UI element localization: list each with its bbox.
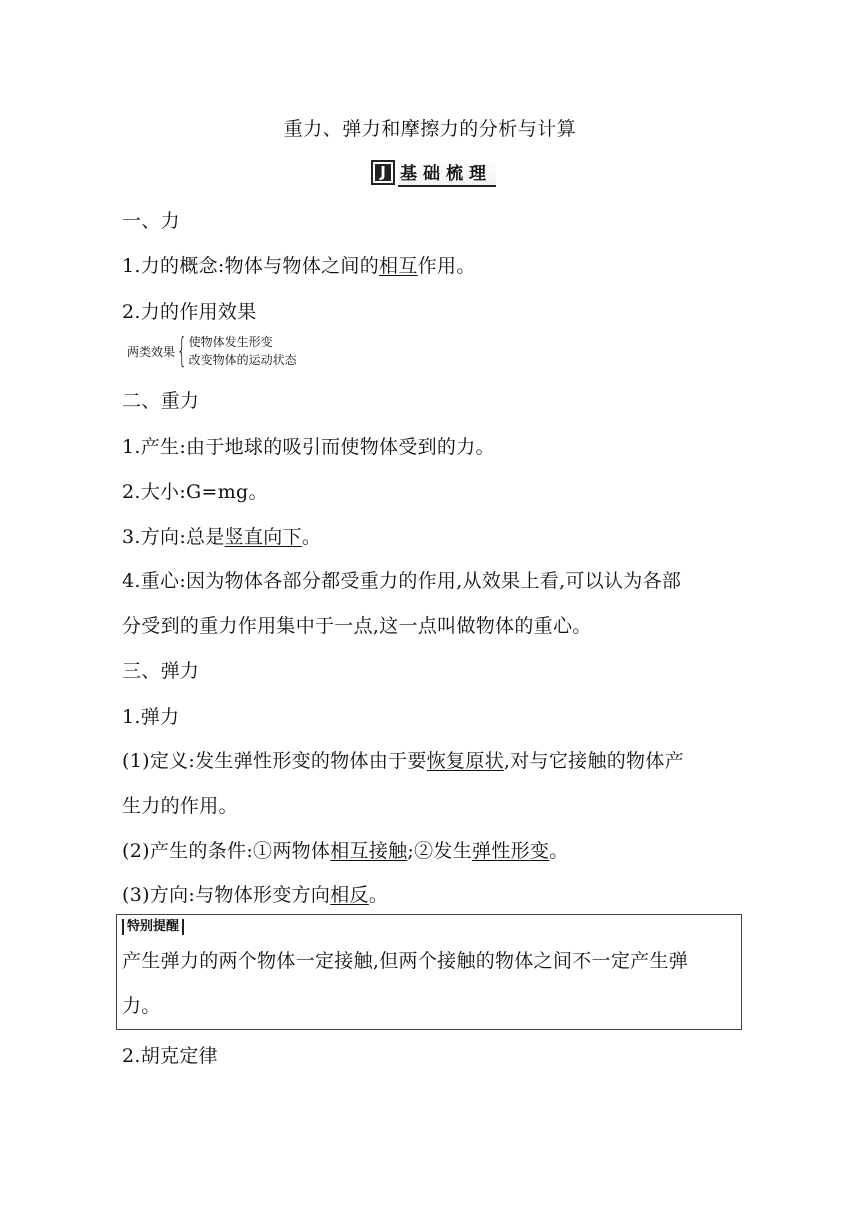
brace-items bbox=[189, 333, 297, 369]
para-center-of-gravity-1: 4.重心:因为物体各部分都受重力的作用,从效果上看,可以认为各部 bbox=[122, 570, 682, 592]
underlined-answer: 恢复原状 bbox=[426, 750, 504, 772]
text-segment: 作用。 bbox=[417, 255, 476, 277]
brace-item: 改变物体的运动状态 bbox=[188, 353, 297, 367]
text-segment: (3)方向:与物体形变方向 bbox=[122, 884, 331, 906]
reminder-text-1: 产生弹力的两个物体一定接触,但两个接触的物体之间不一定产生弹 bbox=[122, 950, 689, 972]
text-segment: 。 bbox=[549, 840, 569, 862]
underlined-answer: 相反 bbox=[330, 884, 369, 906]
text-segment: 。 bbox=[368, 884, 389, 906]
para-force-concept bbox=[122, 251, 476, 278]
text-segment: (1)定义:发生弹性形变的物体由于要 bbox=[122, 750, 427, 772]
para-gravity-direction bbox=[122, 522, 321, 549]
heading-force: 一、力 bbox=[122, 210, 180, 232]
text-segment: 。 bbox=[301, 526, 322, 548]
para-elastic-force: 1.弹力 bbox=[122, 706, 180, 728]
text-segment: 3.方向:总是 bbox=[122, 526, 225, 548]
para-gravity-origin: 1.产生:由于地球的吸引而使物体受到的力。 bbox=[122, 436, 495, 458]
para-gravity-magnitude: 2.大小:G=mg。 bbox=[122, 481, 268, 503]
reminder-title: 特别提醒 bbox=[122, 919, 184, 935]
para-definition-1 bbox=[122, 746, 684, 773]
para-conditions bbox=[122, 836, 569, 863]
underlined-answer: 竖直向下 bbox=[224, 526, 302, 548]
section-badge bbox=[372, 160, 496, 184]
para-center-of-gravity-2: 分受到的重力作用集中于一点,这一点叫做物体的重心。 bbox=[122, 615, 592, 637]
para-direction bbox=[122, 880, 388, 907]
text-segment: (2)产生的条件:①两物体 bbox=[122, 840, 331, 862]
badge-letter-icon: J bbox=[372, 161, 394, 184]
para-hookes-law: 2.胡克定律 bbox=[122, 1045, 218, 1067]
effect-brace-diagram bbox=[127, 332, 297, 370]
para-force-effect: 2.力的作用效果 bbox=[122, 301, 257, 323]
para-definition-2: 生力的作用。 bbox=[122, 795, 238, 817]
special-reminder-box bbox=[116, 914, 742, 1030]
reminder-text-2: 力。 bbox=[122, 995, 161, 1017]
text-segment: ,对与它接触的物体产 bbox=[503, 750, 684, 772]
badge-label: 基础梳理 bbox=[398, 158, 496, 187]
underlined-answer: 相互 bbox=[379, 255, 418, 277]
brace-item: 使物体发生形变 bbox=[188, 335, 273, 349]
heading-gravity: 二、重力 bbox=[122, 390, 200, 412]
curly-brace-icon: { bbox=[176, 331, 187, 371]
heading-elastic-force: 三、弹力 bbox=[122, 660, 200, 682]
underlined-answer: 弹性形变 bbox=[472, 840, 550, 862]
brace-label: 两类效果 bbox=[127, 344, 176, 359]
underlined-answer: 相互接触 bbox=[330, 840, 408, 862]
page-title: 重力、弹力和摩擦力的分析与计算 bbox=[283, 118, 577, 140]
text-segment: ;②发生 bbox=[407, 840, 473, 862]
text-segment: 1.力的概念:物体与物体之间的 bbox=[122, 255, 380, 277]
